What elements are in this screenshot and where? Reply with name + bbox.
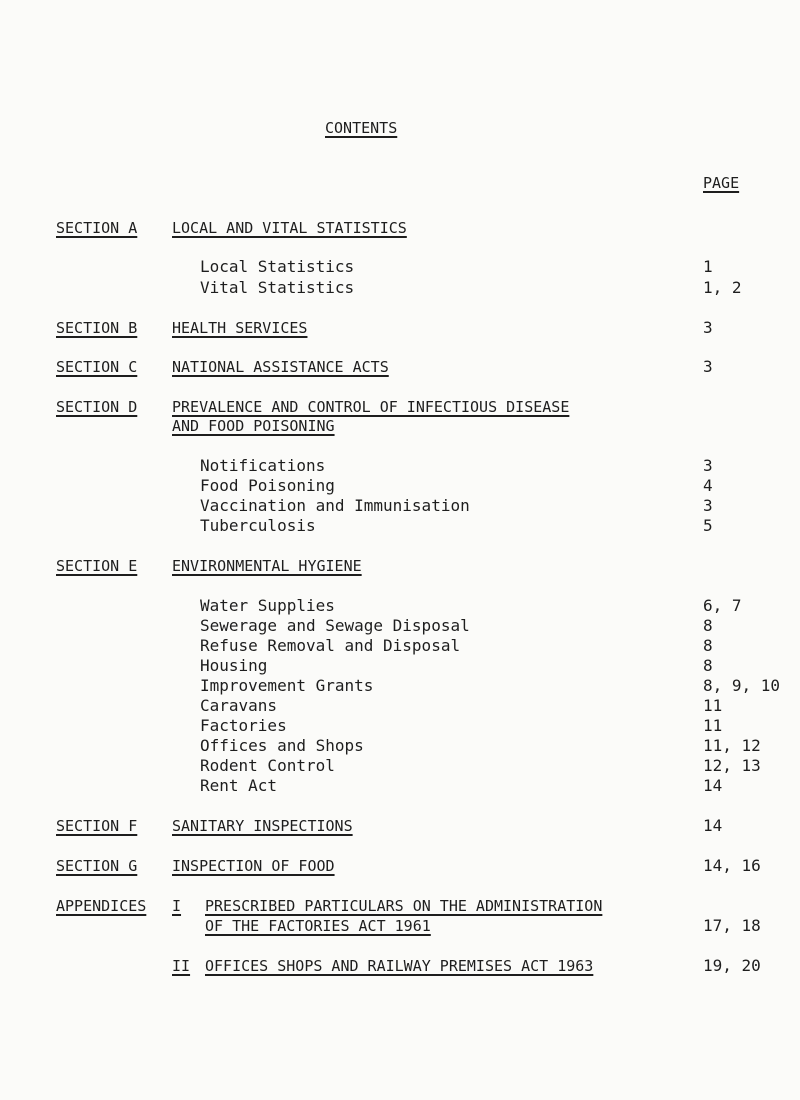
toc-page: 8: [703, 636, 713, 655]
toc-item: Vaccination and Immunisation: [200, 496, 470, 515]
section-c-label: SECTION C: [56, 358, 138, 376]
toc-page: 1, 2: [703, 278, 742, 297]
section-b-heading: HEALTH SERVICES: [172, 319, 308, 337]
toc-page: 3: [703, 318, 713, 337]
toc-item: Rent Act: [200, 776, 278, 795]
toc-item: Water Supplies: [200, 596, 335, 615]
section-a-heading: LOCAL AND VITAL STATISTICS: [172, 219, 407, 237]
toc-item: Factories: [200, 716, 287, 735]
page-column-header: PAGE: [703, 174, 740, 192]
toc-item: Food Poisoning: [200, 476, 335, 495]
section-d-heading: PREVALENCE AND CONTROL OF INFECTIOUS DISEASE: [172, 398, 570, 416]
section-e-heading: ENVIRONMENTAL HYGIENE: [172, 557, 362, 575]
toc-page: 6, 7: [703, 596, 742, 615]
toc-page: 11, 12: [703, 736, 761, 755]
section-e-label: SECTION E: [56, 557, 138, 575]
toc-page: 19, 20: [703, 956, 761, 975]
toc-page: 14: [703, 776, 723, 795]
toc-item: Improvement Grants: [200, 676, 374, 695]
section-f-label: SECTION F: [56, 817, 138, 835]
toc-page: 3: [703, 357, 713, 376]
section-f-heading: SANITARY INSPECTIONS: [172, 817, 353, 835]
toc-page: 1: [703, 257, 713, 276]
toc-page: 14, 16: [703, 856, 761, 875]
appendix-numeral: I: [172, 897, 182, 915]
toc-page: 14: [703, 816, 723, 835]
toc-page: 3: [703, 496, 713, 515]
section-d-heading-cont: AND FOOD POISONING: [172, 417, 335, 435]
toc-item: Offices and Shops: [200, 736, 364, 755]
appendix-heading-cont: OF THE FACTORIES ACT 1961: [205, 917, 431, 935]
toc-item: Vital Statistics: [200, 278, 355, 297]
toc-page: 5: [703, 516, 713, 535]
toc-page: 4: [703, 476, 713, 495]
toc-item: Caravans: [200, 696, 278, 715]
toc-item: Local Statistics: [200, 257, 355, 276]
toc-page: 8: [703, 656, 713, 675]
toc-page: 17, 18: [703, 916, 761, 935]
toc-item: Notifications: [200, 456, 326, 475]
toc-page: 12, 13: [703, 756, 761, 775]
appendix-heading: PRESCRIBED PARTICULARS ON THE ADMINISTRATION: [205, 897, 603, 915]
section-c-heading: NATIONAL ASSISTANCE ACTS: [172, 358, 389, 376]
toc-item: Housing: [200, 656, 268, 675]
appendix-heading: OFFICES SHOPS AND RAILWAY PREMISES ACT 1963: [205, 957, 594, 975]
section-b-label: SECTION B: [56, 319, 138, 337]
toc-item: Tuberculosis: [200, 516, 316, 535]
toc-item: Rodent Control: [200, 756, 335, 775]
appendices-label: APPENDICES: [56, 897, 147, 915]
page-title: CONTENTS: [325, 119, 398, 137]
appendix-numeral: II: [172, 957, 191, 975]
section-a-label: SECTION A: [56, 219, 138, 237]
toc-page: 11: [703, 716, 723, 735]
toc-item: Refuse Removal and Disposal: [200, 636, 461, 655]
section-g-label: SECTION G: [56, 857, 138, 875]
toc-item: Sewerage and Sewage Disposal: [200, 616, 470, 635]
section-g-heading: INSPECTION OF FOOD: [172, 857, 335, 875]
toc-page: 3: [703, 456, 713, 475]
toc-page: 8, 9, 10: [703, 676, 781, 695]
toc-page: 11: [703, 696, 723, 715]
toc-page: 8: [703, 616, 713, 635]
section-d-label: SECTION D: [56, 398, 138, 416]
